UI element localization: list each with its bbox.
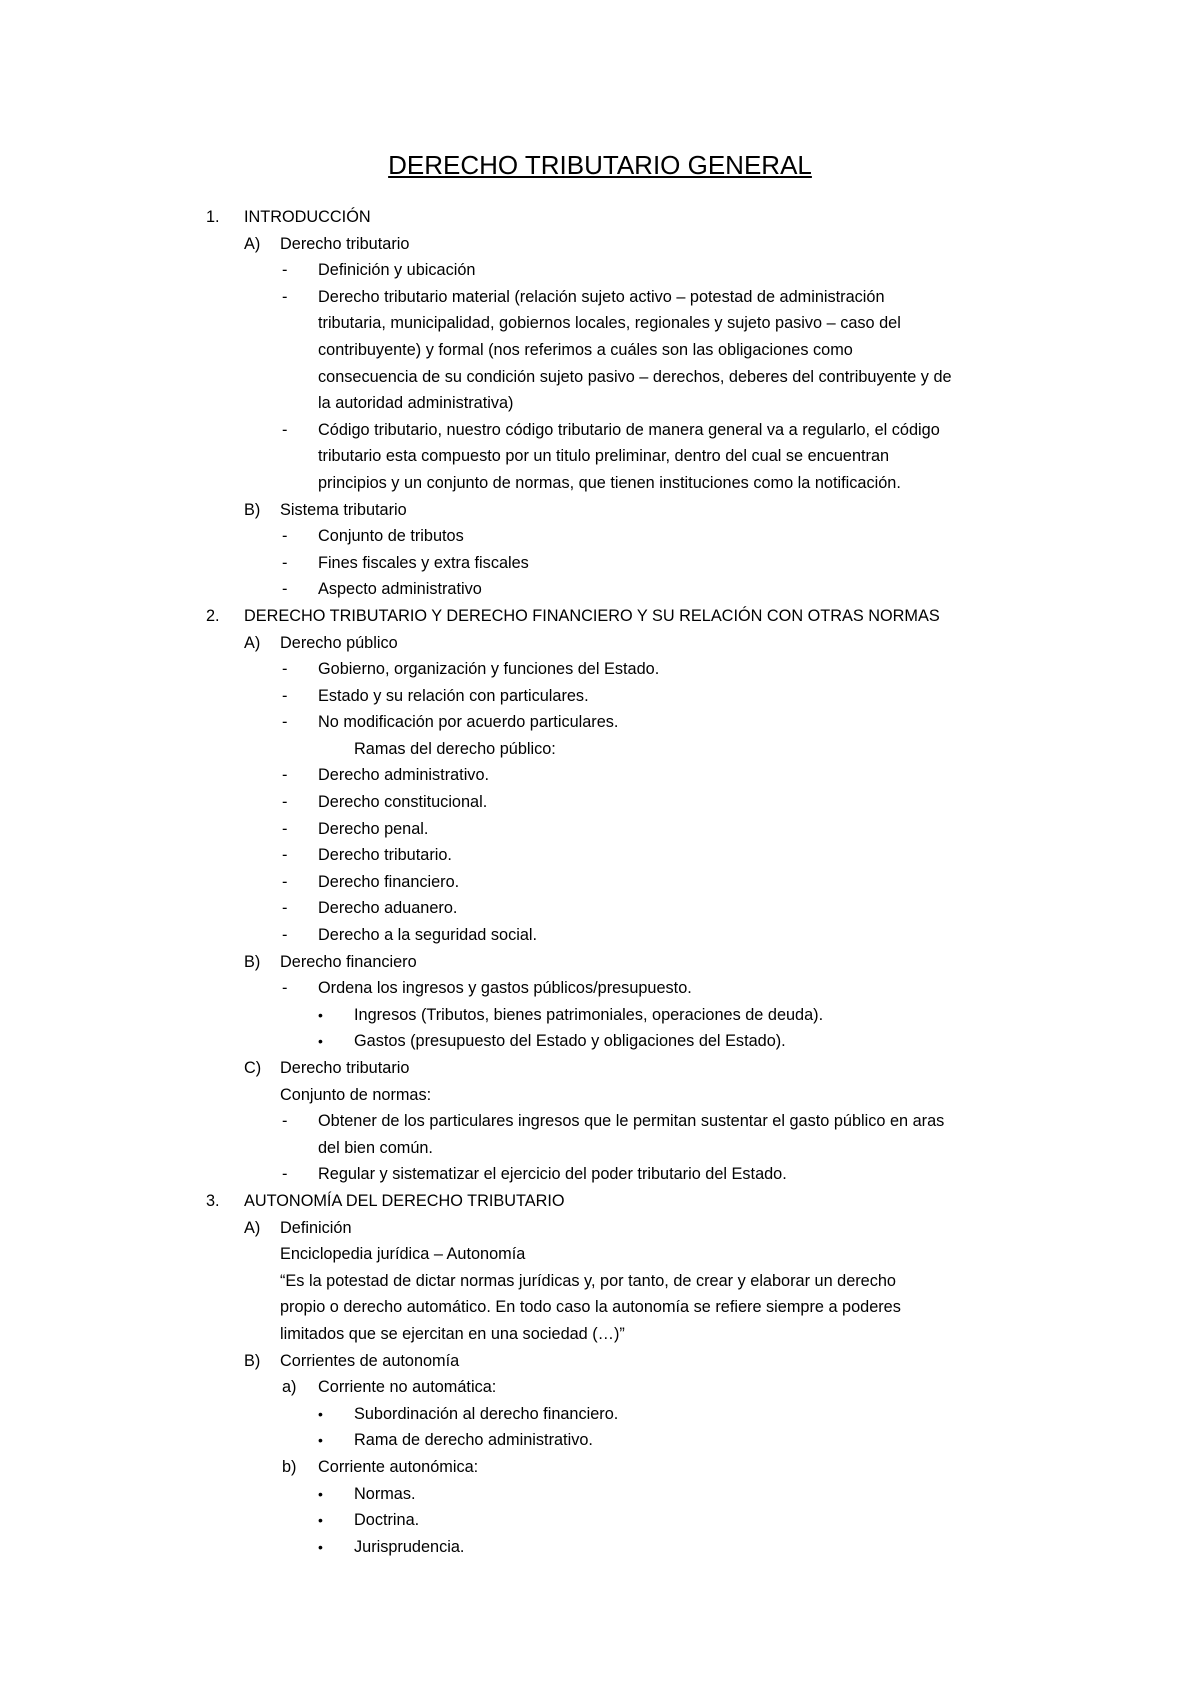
outline-line xyxy=(0,1534,1200,1561)
outline-text: Fines fiscales y extra fiscales xyxy=(318,553,529,572)
outline-line xyxy=(0,284,1200,311)
outline-text: Aspecto administrativo xyxy=(318,580,482,599)
outline-line xyxy=(0,656,1200,683)
outline-text: Regular y sistematizar el ejercicio del poder tributario del Estado. xyxy=(318,1165,787,1184)
list-marker: B) xyxy=(244,952,261,971)
outline-line xyxy=(0,1481,1200,1508)
outline-text: DERECHO TRIBUTARIO Y DERECHO FINANCIERO Y SU RELACIÓN CON OTRAS NORMAS xyxy=(244,606,940,625)
outline-line xyxy=(0,204,1200,231)
outline-text: tributaria, municipalidad, gobiernos locales, regionales y sujeto pasivo – caso del xyxy=(318,314,901,333)
outline-text: Derecho tributario. xyxy=(318,846,452,865)
outline-text: Corrientes de autonomía xyxy=(280,1351,460,1370)
outline-line xyxy=(0,1082,1200,1109)
list-marker: - xyxy=(282,261,288,280)
list-marker: b) xyxy=(282,1457,297,1476)
outline-text: AUTONOMÍA DEL DERECHO TRIBUTARIO xyxy=(244,1191,565,1210)
outline-line xyxy=(0,603,1200,630)
list-marker: A) xyxy=(244,1218,261,1237)
outline-line xyxy=(0,443,1200,470)
list-marker: - xyxy=(282,527,288,546)
outline-text: Derecho público xyxy=(280,633,398,652)
outline-text: Derecho a la seguridad social. xyxy=(318,926,538,945)
outline-text: Derecho tributario material (relación sujeto activo – potestad de administración xyxy=(318,287,885,306)
bullet-dot-icon: • xyxy=(318,1432,323,1449)
outline-text: propio o derecho automático. En todo caso la autonomía se refiere siempre a poderes xyxy=(280,1298,901,1317)
outline-line xyxy=(0,1002,1200,1029)
outline-line xyxy=(0,1215,1200,1242)
outline-text: Derecho administrativo. xyxy=(318,766,490,785)
list-marker: B) xyxy=(244,1351,261,1370)
outline-text: principios y un conjunto de normas, que tienen instituciones como la notificación. xyxy=(318,473,901,492)
list-marker: 2. xyxy=(206,606,220,625)
outline-text: Ramas del derecho público: xyxy=(354,739,556,758)
outline-text: Rama de derecho administrativo. xyxy=(354,1431,593,1450)
outline-text: Normas. xyxy=(354,1484,416,1503)
outline-text: Definición y ubicación xyxy=(318,261,476,280)
outline-line xyxy=(0,1294,1200,1321)
document-title: DERECHO TRIBUTARIO GENERAL xyxy=(388,150,812,180)
bullet-dot-icon: • xyxy=(318,1033,323,1050)
outline-text: “Es la potestad de dictar normas jurídicas y, por tanto, de crear y elaborar un derecho xyxy=(280,1271,896,1290)
outline-line xyxy=(0,1161,1200,1188)
outline-line xyxy=(0,364,1200,391)
list-marker: 1. xyxy=(206,208,220,226)
outline-line xyxy=(0,231,1200,258)
list-marker: 3. xyxy=(206,1191,220,1210)
outline-text: Ordena los ingresos y gastos públicos/presupuesto. xyxy=(318,979,692,998)
outline-text: Código tributario, nuestro código tributario de manera general va a regularlo, el código xyxy=(318,420,940,439)
outline-line xyxy=(0,842,1200,869)
outline-line xyxy=(0,1268,1200,1295)
list-marker: - xyxy=(282,872,288,891)
bullet-dot-icon: • xyxy=(318,1512,323,1529)
outline-text: Estado y su relación con particulares. xyxy=(318,686,589,705)
outline-text: Doctrina. xyxy=(354,1511,420,1530)
outline-line xyxy=(0,1401,1200,1428)
list-marker: - xyxy=(282,899,288,918)
outline-text: INTRODUCCIÓN xyxy=(244,208,371,226)
outline-text: Conjunto de normas: xyxy=(280,1085,432,1104)
outline-line xyxy=(0,1108,1200,1135)
list-marker: - xyxy=(282,287,288,306)
outline-line xyxy=(0,1135,1200,1162)
outline-line xyxy=(0,789,1200,816)
outline-text: Conjunto de tributos xyxy=(318,527,464,546)
list-marker: A) xyxy=(244,633,261,652)
list-marker: A) xyxy=(244,234,261,253)
list-marker: - xyxy=(282,553,288,572)
list-marker: - xyxy=(282,686,288,705)
outline-line xyxy=(0,922,1200,949)
list-marker: - xyxy=(282,420,288,439)
outline-line xyxy=(0,1028,1200,1055)
outline-text: Sistema tributario xyxy=(280,500,407,519)
list-marker: - xyxy=(282,713,288,732)
list-marker: - xyxy=(282,979,288,998)
list-marker: - xyxy=(282,793,288,812)
outline-line xyxy=(0,337,1200,364)
bullet-dot-icon: • xyxy=(318,1485,323,1502)
outline-line xyxy=(0,497,1200,524)
outline-text: Subordinación al derecho financiero. xyxy=(354,1404,619,1423)
outline-text: Corriente autonómica: xyxy=(318,1457,479,1476)
outline-text: Ingresos (Tributos, bienes patrimoniales, operaciones de deuda). xyxy=(354,1005,824,1024)
list-marker: - xyxy=(282,1112,288,1131)
list-marker: - xyxy=(282,846,288,865)
outline-text: contribuyente) y formal (nos referimos a cuáles son las obligaciones como xyxy=(318,340,853,359)
outline-text: limitados que se ejercitan en una sociedad (…)” xyxy=(280,1324,625,1343)
outline-line xyxy=(0,1374,1200,1401)
outline-line xyxy=(0,417,1200,444)
outline-text: Derecho constitucional. xyxy=(318,793,488,812)
outline-text: Jurisprudencia. xyxy=(354,1537,465,1556)
outline-text: Gastos (presupuesto del Estado y obligaciones del Estado). xyxy=(354,1032,786,1051)
outline-text: No modificación por acuerdo particulares. xyxy=(318,713,619,732)
outline-text: Derecho financiero. xyxy=(318,872,460,891)
outline-text: Derecho tributario xyxy=(280,1059,410,1077)
outline-text: Gobierno, organización y funciones del Estado. xyxy=(318,660,660,679)
list-marker: - xyxy=(282,1165,288,1184)
outline-text: Derecho financiero xyxy=(280,952,417,971)
outline-text: Derecho tributario xyxy=(280,234,410,253)
document-body xyxy=(0,204,1200,1560)
bullet-dot-icon: • xyxy=(318,1538,323,1555)
outline-text: Derecho aduanero. xyxy=(318,899,458,918)
outline-line xyxy=(0,683,1200,710)
outline-text: Derecho penal. xyxy=(318,819,429,838)
outline-line xyxy=(0,816,1200,843)
outline-line xyxy=(0,1454,1200,1481)
outline-line xyxy=(0,949,1200,976)
outline-line xyxy=(0,1427,1200,1454)
outline-text: Definición xyxy=(280,1218,352,1237)
outline-line xyxy=(0,869,1200,896)
outline-line xyxy=(0,762,1200,789)
list-marker: - xyxy=(282,819,288,838)
outline-line xyxy=(0,1241,1200,1268)
outline-line xyxy=(0,470,1200,497)
outline-line xyxy=(0,550,1200,577)
outline-line xyxy=(0,975,1200,1002)
outline-line xyxy=(0,523,1200,550)
outline-text: Enciclopedia jurídica – Autonomía xyxy=(280,1245,526,1264)
outline-line xyxy=(0,576,1200,603)
outline-line xyxy=(0,895,1200,922)
list-marker: - xyxy=(282,580,288,599)
outline-line xyxy=(0,1188,1200,1215)
outline-line xyxy=(0,310,1200,337)
outline-text: consecuencia de su condición sujeto pasivo – derechos, deberes del contribuyente y de xyxy=(318,367,952,386)
outline-line xyxy=(0,1507,1200,1534)
list-marker: - xyxy=(282,926,288,945)
outline-line xyxy=(0,709,1200,736)
list-marker: - xyxy=(282,766,288,785)
outline-text: tributario esta compuesto por un titulo preliminar, dentro del cual se encuentran xyxy=(318,447,890,466)
outline-text: Obtener de los particulares ingresos que le permitan sustentar el gasto público en aras xyxy=(318,1112,945,1131)
outline-text: la autoridad administrativa) xyxy=(318,394,514,413)
outline-line xyxy=(0,1321,1200,1348)
outline-line xyxy=(0,1055,1200,1082)
outline-text: del bien común. xyxy=(318,1138,433,1157)
bullet-dot-icon: • xyxy=(318,1006,323,1023)
bullet-dot-icon: • xyxy=(318,1405,323,1422)
outline-line xyxy=(0,257,1200,284)
outline-line xyxy=(0,736,1200,763)
list-marker: a) xyxy=(282,1378,297,1397)
list-marker: - xyxy=(282,660,288,679)
outline-line xyxy=(0,630,1200,657)
list-marker: B) xyxy=(244,500,261,519)
outline-text: Corriente no automática: xyxy=(318,1378,497,1397)
list-marker: C) xyxy=(244,1059,262,1077)
outline-line xyxy=(0,1348,1200,1375)
outline-line xyxy=(0,390,1200,417)
